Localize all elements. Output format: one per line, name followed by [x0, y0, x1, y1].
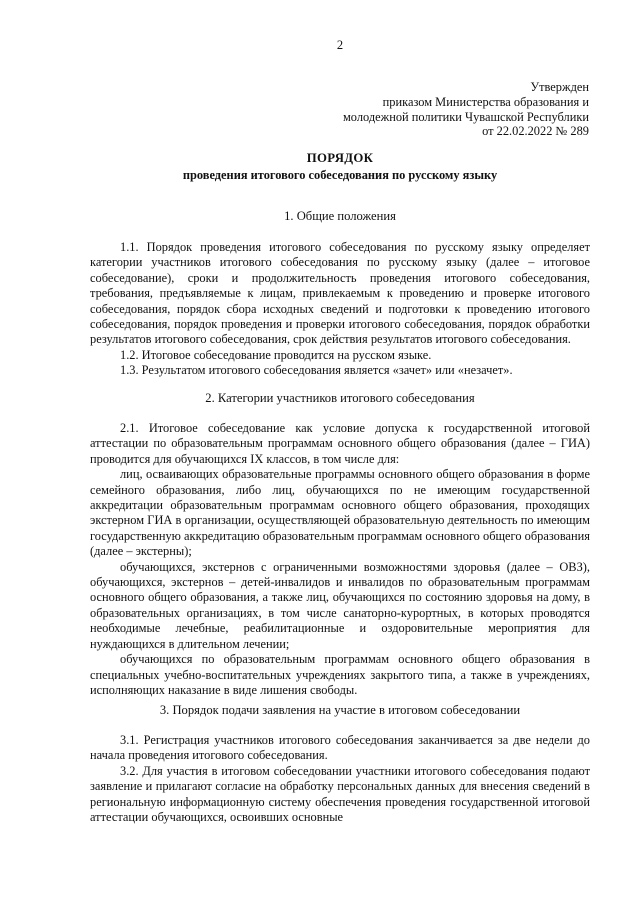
paragraph: 2.1. Итоговое собеседование как условие допуска к государственной итоговой аттестации по образовательным программам основного общего образования (далее – ГИА) проводится для обучающихся IX классов, в том числе для:: [90, 421, 590, 466]
section-heading: 2. Категории участников итогового собеседования: [205, 391, 475, 405]
section-body: [90, 240, 590, 379]
paragraph: 1.2. Итоговое собеседование проводится на русском языке.: [120, 347, 432, 362]
section-heading: 1. Общие положения: [284, 209, 396, 223]
section-body: [90, 733, 590, 825]
approval-line: молодежной политики Чувашской Республики: [342, 109, 589, 124]
paragraph: 3.1. Регистрация участников итогового собеседования заканчивается за две недели до начала проведения итогового собеседования.: [90, 733, 590, 763]
document-subtitle: проведения итогового собеседования по русскому языку: [182, 168, 498, 182]
approval-line: от 22.02.2022 № 289: [482, 124, 589, 139]
paragraph: 1.3. Результатом итогового собеседования является «зачет» или «незачет».: [120, 363, 513, 378]
document-title: ПОРЯДОК: [306, 151, 374, 165]
approval-stamp: [343, 80, 589, 139]
approval-line: Утвержден: [530, 80, 589, 94]
paragraph: лиц, осваивающих образовательные программы основного общего образования в форме семейного образования, либо лиц, обучающихся по не имеющим государственной аккредитации образовательным программам основного общего образования, проходящих экстерном ГИА в организации, осуществляющей образовательную деятельность по имеющим государственную аккредитацию образовательным программам основного общего образования (далее – экстерны);: [90, 467, 590, 559]
approval-line: приказом Министерства образования и: [382, 94, 589, 109]
paragraph: 3.2. Для участия в итоговом собеседовании участники итогового собеседования подают заявление и прилагают согласие на обработку персональных данных для внесения сведений в региональную информационную систему обеспечения проведения государственной итоговой аттестации обучающихся, освоивших основные: [90, 763, 590, 825]
paragraph: 1.1. Порядок проведения итогового собеседования по русскому языку определяет категории участников итогового собеседования по русскому языку (далее – итоговое собеседование), сроки и продолжительность проведения итогового собеседования, требования, предъявляемые к лицам, привлекаемым к проведению и проверке итогового собеседования, порядок сбора исходных сведений и подготовки к проведению итогового собеседования, порядок проведения и проверки итогового собеседования, порядок обработки результатов итогового собеседования, срок действия результатов итогового собеседования.: [90, 240, 590, 347]
paragraph: обучающихся по образовательным программам основного общего образования в специальных учебно-воспитательных учреждениях закрытого типа, а также в учреждениях, исполняющих наказание в виде лишения свободы.: [90, 652, 590, 697]
section-body: [90, 421, 590, 698]
title-block: [90, 151, 590, 183]
section-heading: 3. Порядок подачи заявления на участие в итоговом собеседовании: [159, 703, 521, 717]
page-number: 2: [336, 38, 344, 52]
paragraph: обучающихся, экстернов с ограниченными возможностями здоровья (далее – ОВЗ), обучающихся, экстернов – детей-инвалидов и инвалидов по образовательным программам основного общего образования, а также лиц, обучающихся по состоянию здоровья на дому, в образовательных организациях, в том числе санаторно-курортных, в которых проводятся необходимые лечебные, реабилитационные и оздоровительные мероприятия для нуждающихся в длительном лечении;: [90, 559, 590, 651]
